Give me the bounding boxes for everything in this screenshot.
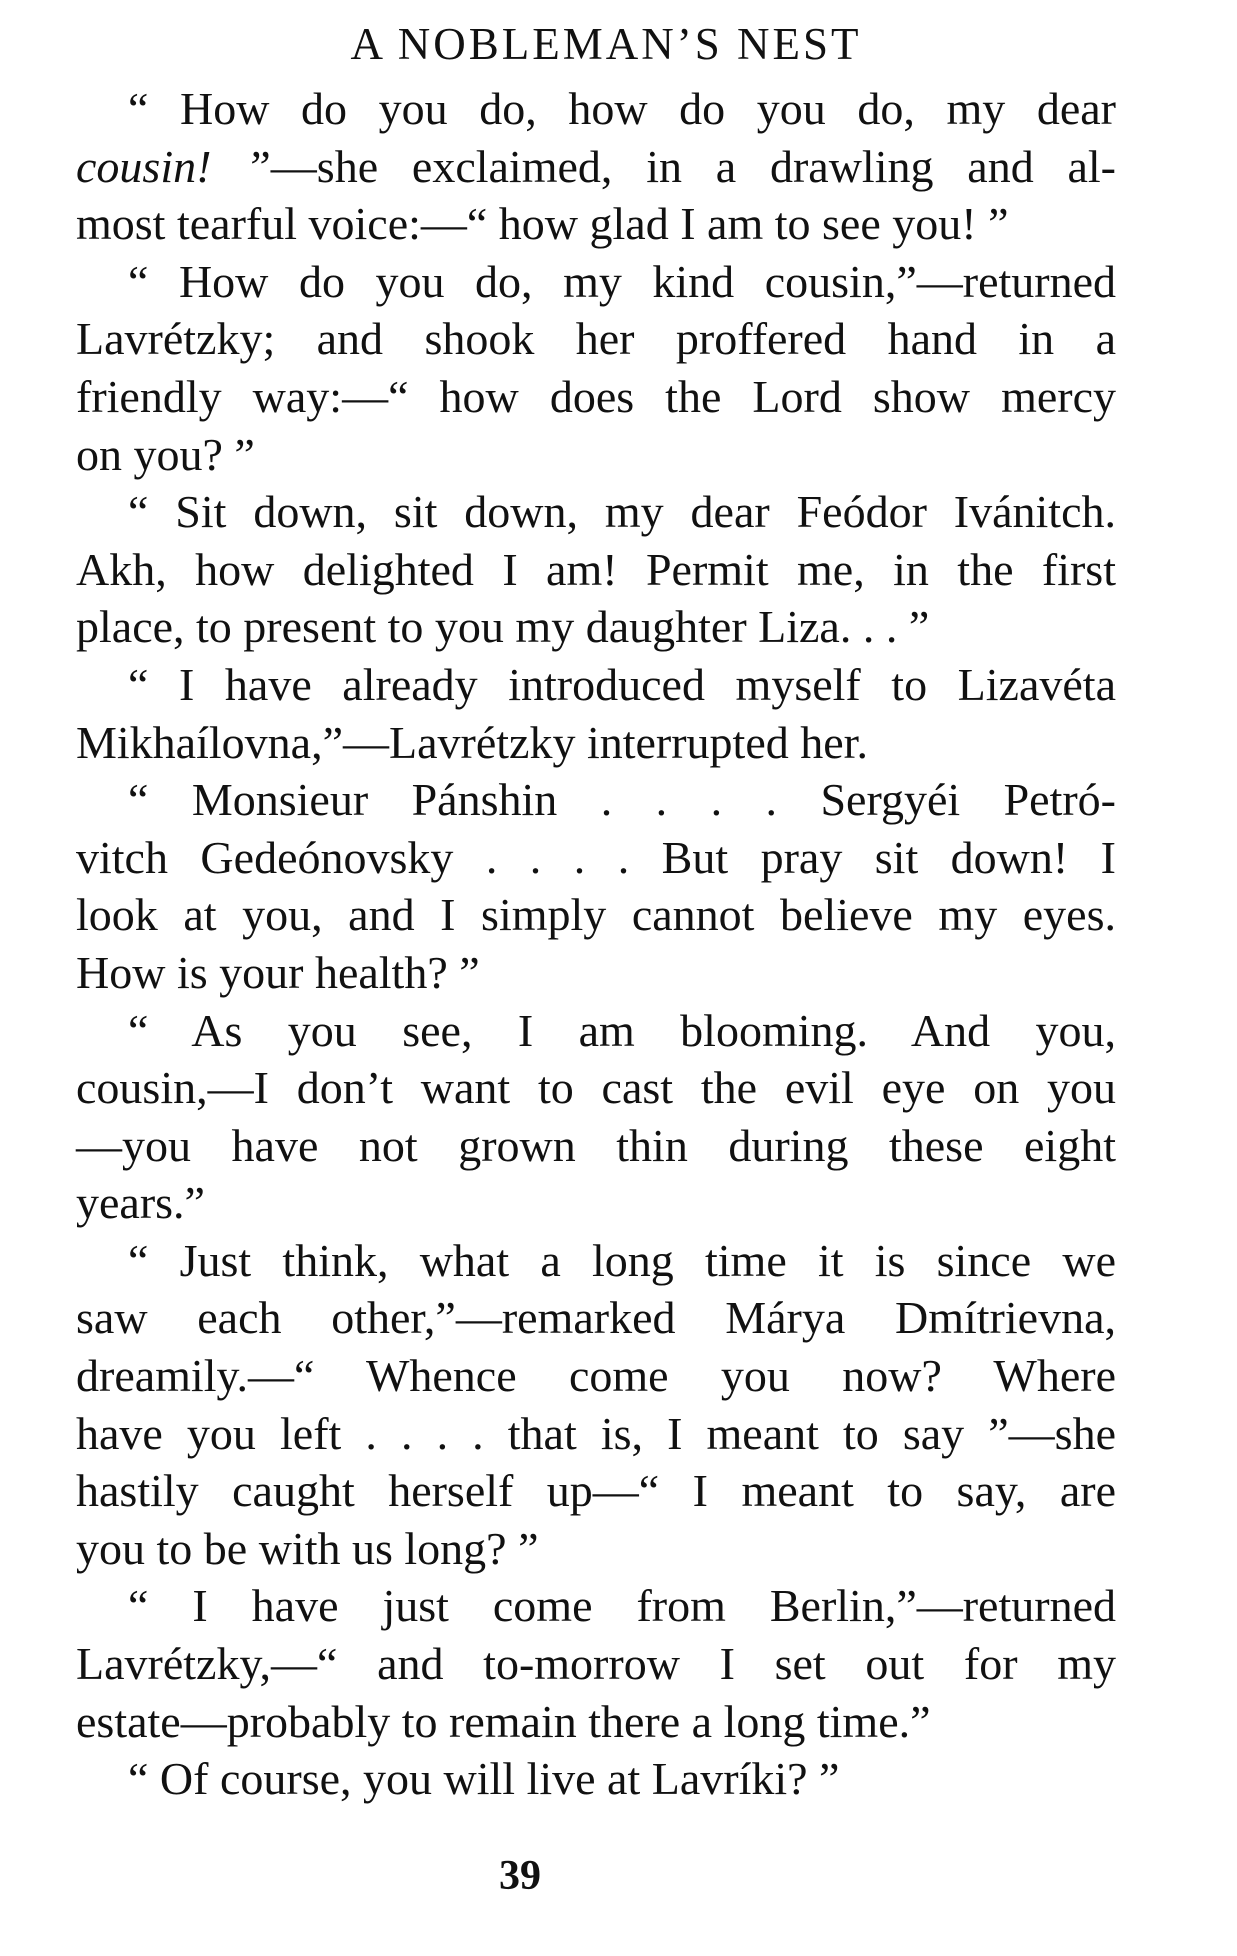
text-line: How is your health? ” xyxy=(76,946,480,998)
text-line: “ How do you do, my kind cousin,”—returned xyxy=(128,255,1116,307)
text-line: Akh, how delighted I am! Permit me, in the first xyxy=(76,543,1116,595)
text-line: place, to present to you my daughter Liza. . . ” xyxy=(76,601,930,653)
text-line: “ I have already introduced myself to Lizavéta xyxy=(128,658,1116,710)
text-line: on you? ” xyxy=(76,428,255,480)
text-line: Mikhaílovna,”—Lavrétzky interrupted her. xyxy=(76,716,868,768)
text-line: hastily caught herself up—“ I meant to say, are xyxy=(76,1465,1116,1517)
text-line: “ Of course, you will live at Lavríki? ” xyxy=(128,1753,840,1805)
text-line: you to be with us long? ” xyxy=(76,1522,539,1574)
text-line: most tearful voice:—“ how glad I am to see you! ” xyxy=(76,198,1009,250)
text-line: Lavrétzky; and shook her proffered hand in a xyxy=(76,313,1116,365)
text-line: years.” xyxy=(76,1177,205,1229)
page-number: 39 xyxy=(499,1853,541,1899)
text-line: vitch Gedeónovsky . . . . But pray sit down! I xyxy=(76,831,1116,883)
text-line: Lavrétzky,—“ and to-morrow I set out for my xyxy=(76,1638,1116,1690)
text-line: dreamily.—“ Whence come you now? Where xyxy=(76,1350,1116,1402)
text-line: cousin! ”—she exclaimed, in a drawling and al- xyxy=(76,140,1116,192)
text-line: look at you, and I simply cannot believe my eyes. xyxy=(76,889,1116,941)
text-line: cousin,—I don’t want to cast the evil eye on you xyxy=(76,1062,1116,1114)
text-line: “ Sit down, sit down, my dear Feódor Ivánitch. xyxy=(128,486,1116,538)
text-line: “ Just think, what a long time it is since we xyxy=(128,1234,1116,1286)
text-line: “ Monsieur Pánshin . . . . Sergyéi Petró- xyxy=(128,774,1116,826)
text-line: friendly way:—“ how does the Lord show mercy xyxy=(76,370,1116,422)
text-line: “ As you see, I am blooming. And you, xyxy=(128,1004,1116,1056)
text-line: “ How do you do, how do you do, my dear xyxy=(128,83,1116,134)
text-line: “ I have just come from Berlin,”—returned xyxy=(128,1580,1116,1632)
book-page xyxy=(76,14,1116,1808)
text-line: estate—probably to remain there a long time.” xyxy=(76,1695,931,1747)
running-head: A NOBLEMAN’S NEST xyxy=(350,19,862,69)
text-line: saw each other,”—remarked Márya Dmítrievna, xyxy=(76,1292,1116,1344)
text-line: have you left . . . . that is, I meant to say ”—she xyxy=(76,1407,1116,1459)
body-text xyxy=(76,80,1116,1808)
text-line: —you have not grown thin during these eight xyxy=(76,1119,1116,1171)
